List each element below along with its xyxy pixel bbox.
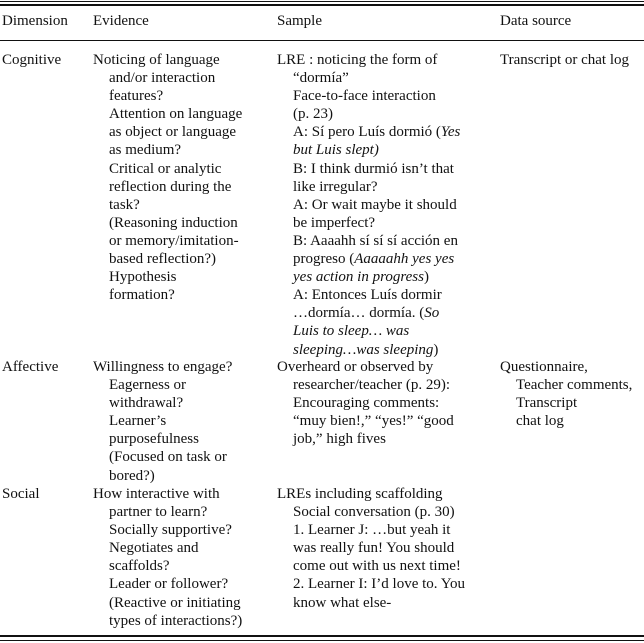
dimension-cell: Social xyxy=(2,486,40,502)
header-sample: Sample xyxy=(277,13,322,29)
sample-cell: LREs including scaffolding Social conversation (p. 30) 1. Learner J: …but yeah it was really fun! You should come out with us next time! 2. Learner I: I’d love to. You know what else- xyxy=(277,486,466,611)
sample-cell: Overheard or observed by researcher/teacher (p. 29): Encouraging comments: “muy bien!,” “yes!” “good job,” high fives xyxy=(277,359,454,448)
bottom-rule-inner xyxy=(0,635,644,637)
dimension-cell: Cognitive xyxy=(2,52,62,68)
evidence-cell: Noticing of language and/or interaction features? Attention on language as object or language as medium? Critical or analytic reflection during the task? (Reasoning induction or memory/imitation- based reflection?) Hypothesis formation? xyxy=(93,52,243,304)
top-rule-inner xyxy=(0,4,644,6)
dimension-cell: Affective xyxy=(2,359,59,375)
data-source-cell: Transcript or chat log xyxy=(500,52,630,68)
evidence-cell: How interactive with partner to learn? Socially supportive? Negotiates and scaffolds? Leader or follower? (Reactive or initiating types of interactions?) xyxy=(93,486,243,629)
evidence-cell: Willingness to engage? Eagerness or withdrawal? Learner’s purposefulness (Focused on task or bored?) xyxy=(93,359,233,484)
header-rule xyxy=(0,40,644,41)
top-rule-outer xyxy=(0,1,644,2)
data-source-cell: Questionnaire, Teacher comments, Transcript chat log xyxy=(500,359,633,430)
header-dimension: Dimension xyxy=(2,13,68,29)
sample-cell: LRE : noticing the form of “dormía” Face-to-face interaction (p. 23) A: Sí pero Luís dormió (Yes but Luis slept) B: I think durmió isn’t that like irregular? A: Or wait maybe it should be imperfect? B: Aaaahh sí sí sí acción en progreso (Aaaaahh yes yes yes action in progress) A: Entonces Luís dormir …dormía… dormía. (So Luis to sleep… was sleeping…was sleeping) xyxy=(277,52,461,358)
bottom-rule-outer xyxy=(0,640,644,641)
header-data-source: Data source xyxy=(500,13,572,29)
header-evidence: Evidence xyxy=(93,13,149,29)
